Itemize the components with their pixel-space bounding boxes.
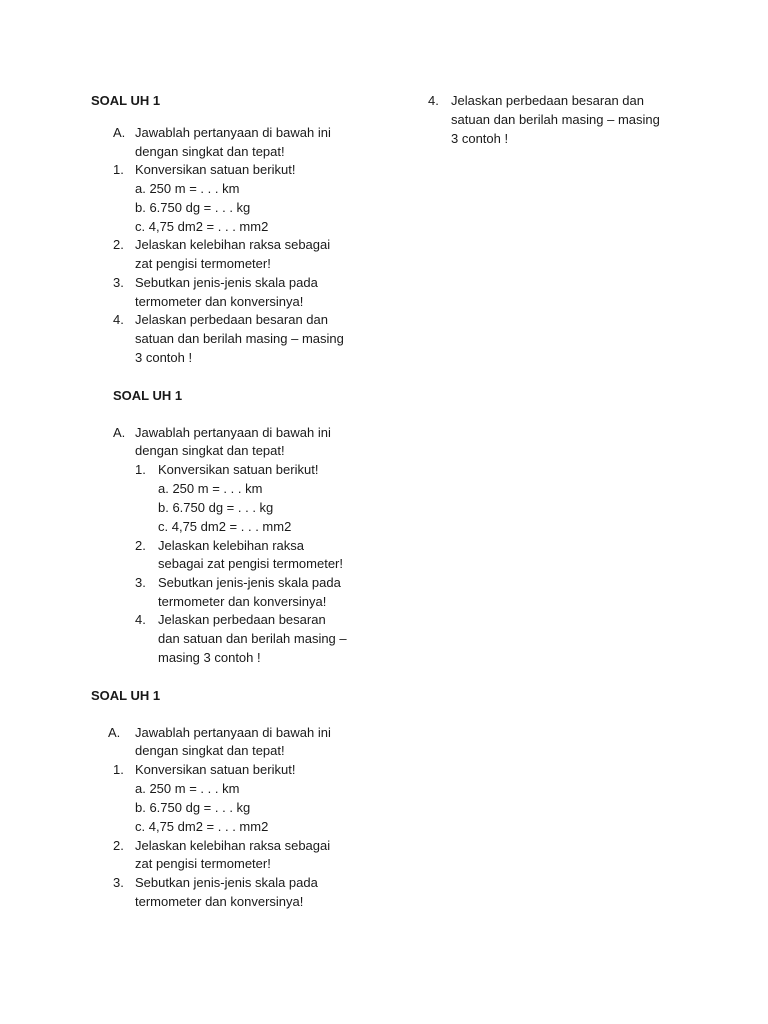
question-text-line: Sebutkan jenis-jenis skala pada <box>158 575 341 590</box>
sub-item: b. 6.750 dg = . . . kg <box>135 800 251 815</box>
question-text-line: Jelaskan kelebihan raksa <box>158 538 304 553</box>
sub-item: c. 4,75 dm2 = . . . mm2 <box>158 519 292 534</box>
question-text-line: Konversikan satuan berikut! <box>135 162 296 177</box>
question-text-line: termometer dan konversinya! <box>135 294 304 309</box>
question-number: 3. <box>113 275 124 290</box>
question-number: 2. <box>113 237 124 252</box>
question-number: 1. <box>113 162 124 177</box>
question-number: 3. <box>113 875 124 890</box>
instruction-line: Jawablah pertanyaan di bawah ini <box>135 425 331 440</box>
question-text-line: Jelaskan kelebihan raksa sebagai <box>135 838 331 853</box>
question-number: 2. <box>135 538 146 553</box>
question-number: 1. <box>135 462 146 477</box>
question-text-line: 3 contoh ! <box>451 131 509 146</box>
question-text-line: zat pengisi termometer! <box>135 256 271 271</box>
question-text-line: Jelaskan kelebihan raksa sebagai <box>135 237 331 252</box>
question-text-line: satuan dan berilah masing – masing <box>135 331 344 346</box>
sub-item: a. 250 m = . . . km <box>158 481 263 496</box>
question-text-line: dan satuan dan berilah masing – <box>158 631 347 646</box>
sub-item: a. 250 m = . . . km <box>135 181 240 196</box>
question-text-line: Jelaskan perbedaan besaran dan <box>135 312 328 327</box>
question-text-line: 3 contoh ! <box>135 350 193 365</box>
question-number: 1. <box>113 762 124 777</box>
instruction-line: Jawablah pertanyaan di bawah ini <box>135 725 331 740</box>
sub-item: c. 4,75 dm2 = . . . mm2 <box>135 819 269 834</box>
question-number: 4. <box>428 93 439 108</box>
sub-item: a. 250 m = . . . km <box>135 781 240 796</box>
question-text-line: Jelaskan perbedaan besaran dan <box>451 93 644 108</box>
section-title: SOAL UH 1 <box>91 688 161 703</box>
question-text-line: termometer dan konversinya! <box>135 894 304 909</box>
instruction-label: A. <box>113 425 126 440</box>
question-number: 3. <box>135 575 146 590</box>
section-title: SOAL UH 1 <box>113 388 183 403</box>
question-number: 4. <box>113 312 124 327</box>
question-text-line: Sebutkan jenis-jenis skala pada <box>135 875 318 890</box>
section-title: SOAL UH 1 <box>91 93 161 108</box>
question-text-line: Konversikan satuan berikut! <box>158 462 319 477</box>
question-text-line: satuan dan berilah masing – masing <box>451 112 660 127</box>
question-text-line: Konversikan satuan berikut! <box>135 762 296 777</box>
sub-item: b. 6.750 dg = . . . kg <box>135 200 251 215</box>
question-number: 4. <box>135 612 146 627</box>
question-text-line: termometer dan konversinya! <box>158 594 327 609</box>
instruction-line: Jawablah pertanyaan di bawah ini <box>135 125 331 140</box>
question-text-line: Jelaskan perbedaan besaran <box>158 612 326 627</box>
question-text-line: sebagai zat pengisi termometer! <box>158 556 343 571</box>
question-text-line: zat pengisi termometer! <box>135 856 271 871</box>
question-text-line: masing 3 contoh ! <box>158 650 261 665</box>
instruction-line: dengan singkat dan tepat! <box>135 144 285 159</box>
instruction-label: A. <box>113 125 126 140</box>
question-number: 2. <box>113 838 124 853</box>
sub-item: b. 6.750 dg = . . . kg <box>158 500 274 515</box>
instruction-line: dengan singkat dan tepat! <box>135 443 285 458</box>
instruction-line: dengan singkat dan tepat! <box>135 743 285 758</box>
instruction-label: A. <box>108 725 121 740</box>
sub-item: c. 4,75 dm2 = . . . mm2 <box>135 219 269 234</box>
question-text-line: Sebutkan jenis-jenis skala pada <box>135 275 318 290</box>
